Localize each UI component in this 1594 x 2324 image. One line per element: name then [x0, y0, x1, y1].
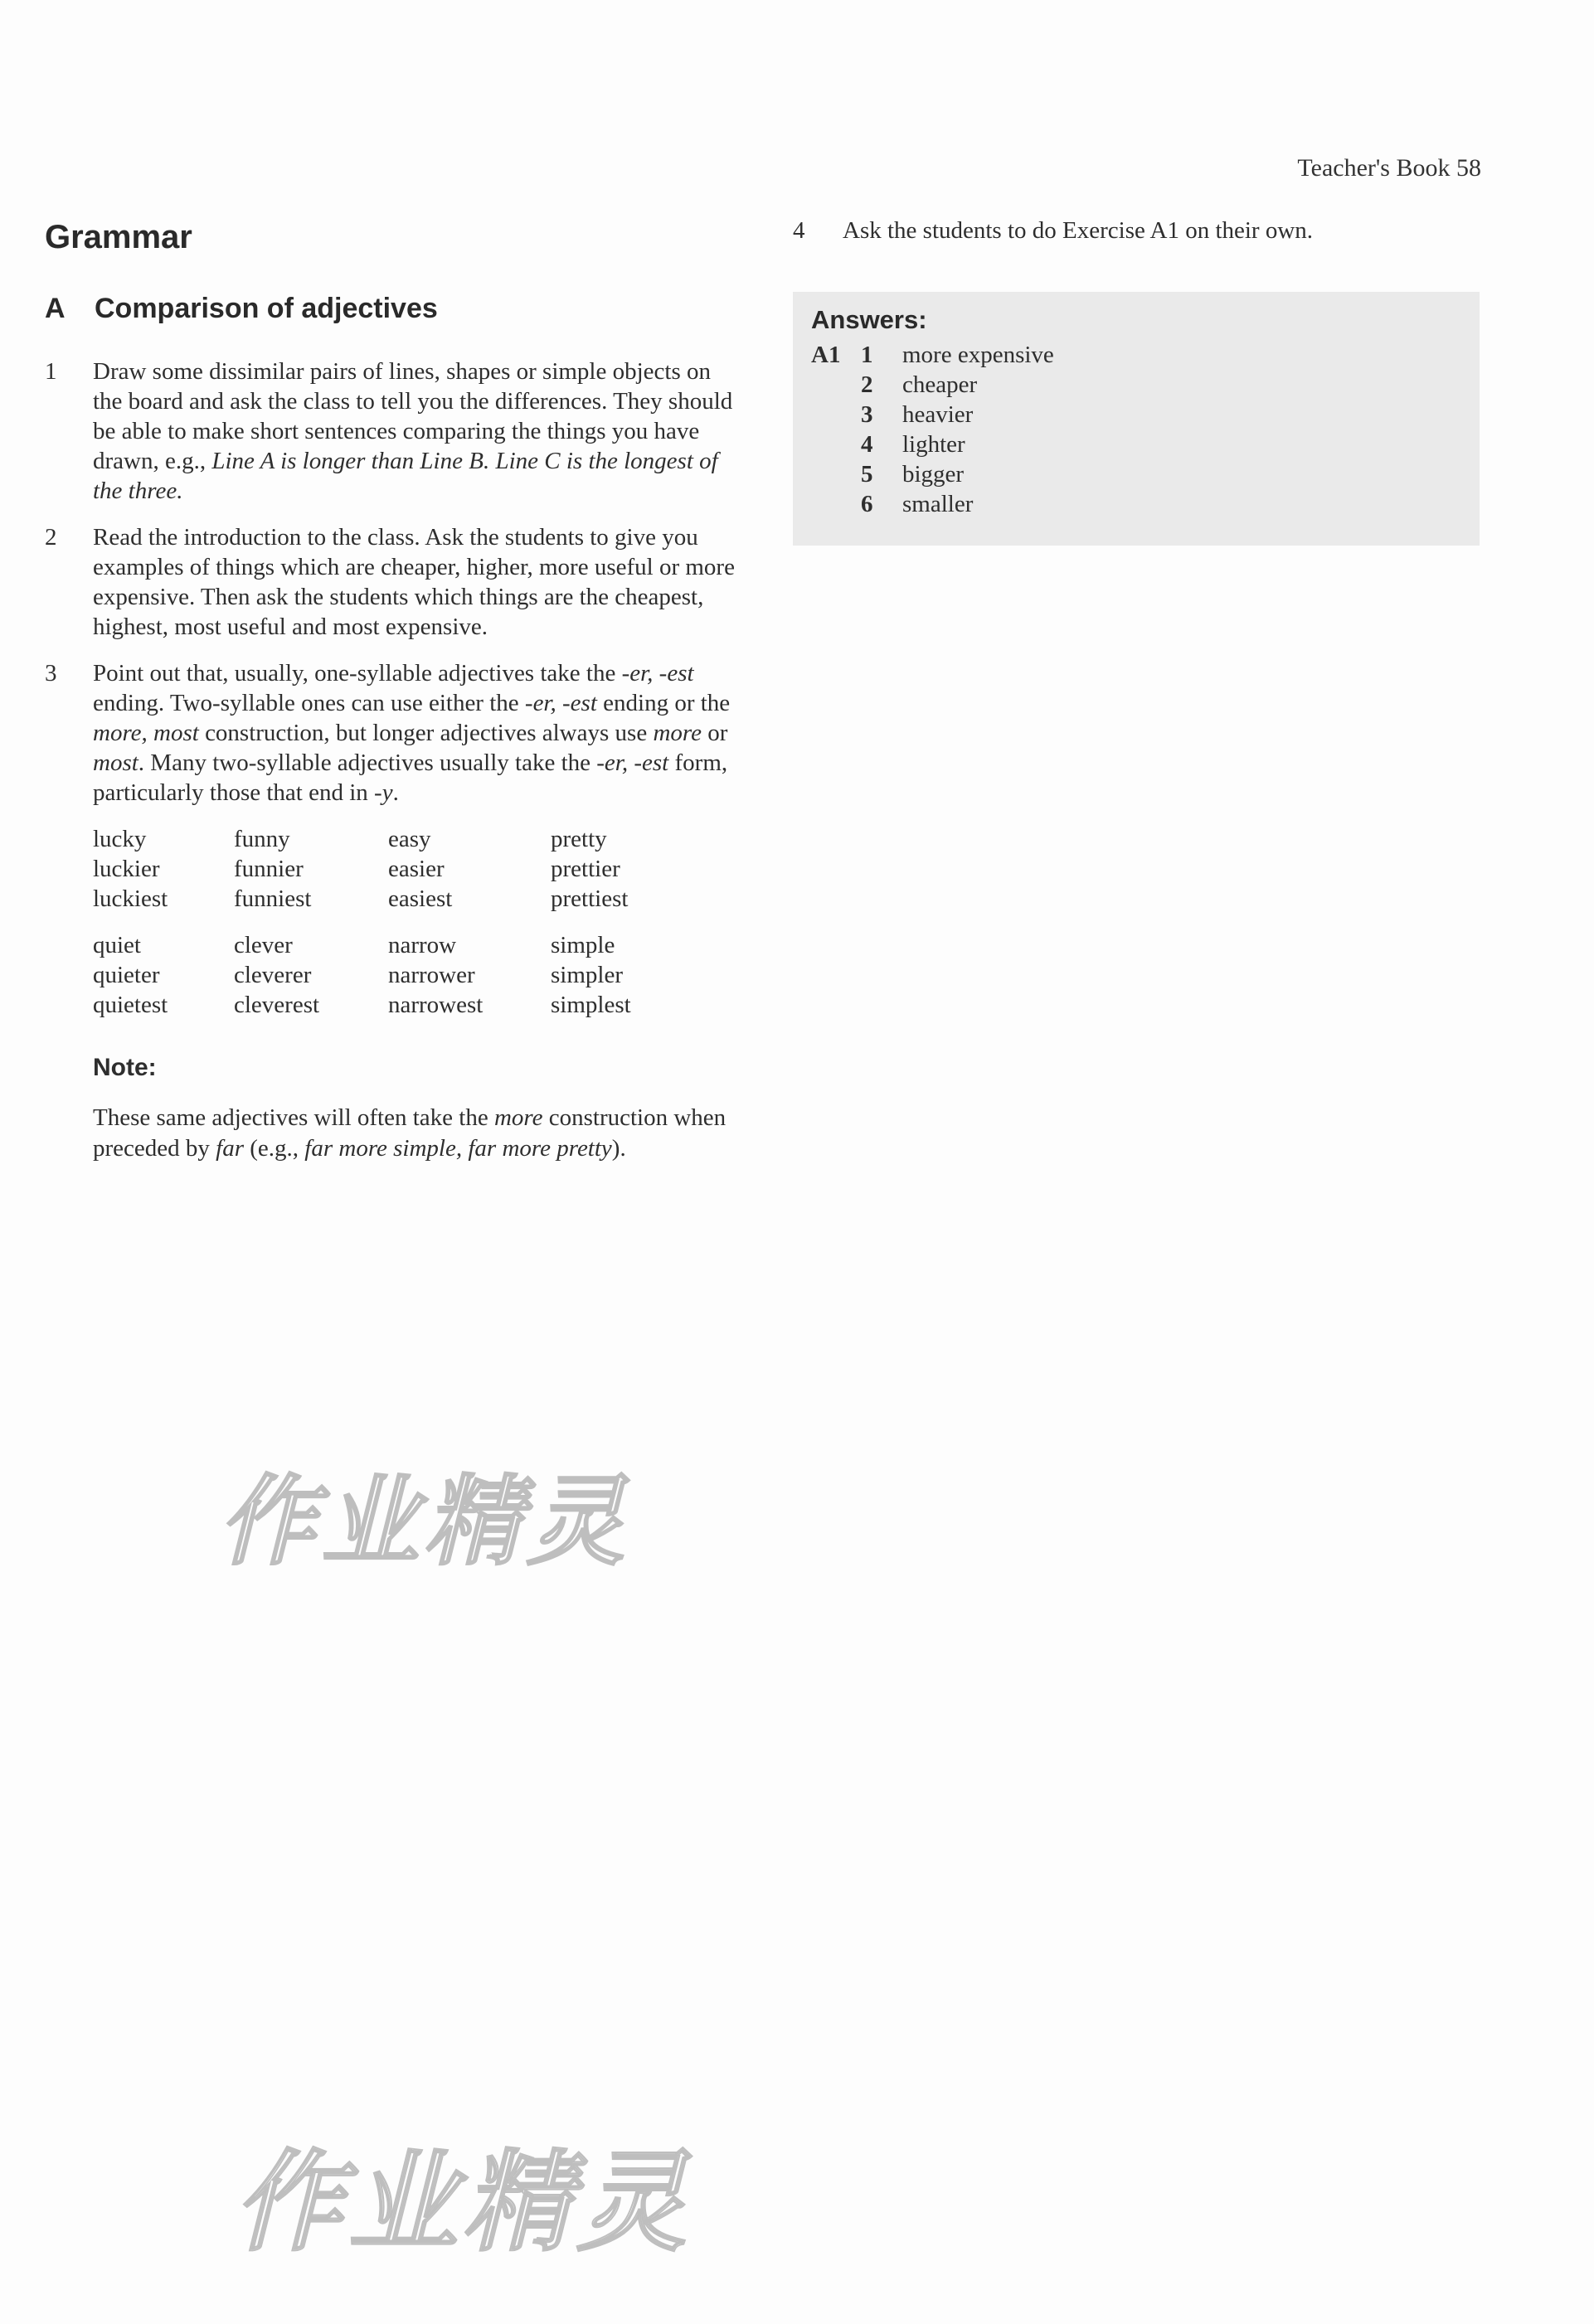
text-run: These same adjectives will often take the	[93, 1104, 494, 1131]
answer-group-spacer	[811, 429, 861, 459]
italic-run: more, most	[93, 720, 199, 746]
word-cell: easy	[388, 826, 431, 852]
answer-row	[811, 400, 1468, 429]
answer-group-spacer	[811, 400, 861, 429]
left-column	[45, 212, 741, 1164]
paragraph-number: 2	[45, 524, 57, 551]
answer-row	[811, 429, 1468, 459]
paragraph-text: Draw some dissimilar pairs of lines, shapes or simple objects on the board and ask the class to tell you the differences. They should be able to make short sentences comparing the things you have drawn, e.g.,	[93, 358, 733, 474]
watermark-logo: 作业精灵	[226, 2139, 717, 2267]
text-run: .	[392, 779, 399, 806]
answer-number: 2	[861, 371, 873, 398]
answer-text: bigger	[902, 461, 965, 488]
right-column	[793, 216, 1481, 245]
word-cell: cleverer	[234, 962, 312, 988]
word-cell: lucky	[93, 826, 147, 852]
word-cell: luckiest	[93, 885, 168, 912]
word-cell: narrowest	[388, 992, 484, 1018]
text-run: ending or the	[596, 690, 731, 716]
paragraph-number: 3	[45, 660, 57, 687]
word-cell: simpler	[551, 962, 623, 988]
text-run: ).	[611, 1135, 626, 1162]
answer-group-label: A1	[811, 342, 841, 368]
answer-number: 5	[861, 461, 873, 488]
answer-text: cheaper	[902, 371, 978, 398]
italic-run: most	[93, 750, 139, 776]
italic-run: -er, -est	[596, 750, 669, 776]
word-cell: funniest	[234, 885, 312, 912]
word-cell: easier	[388, 856, 445, 882]
word-cell: funny	[234, 826, 290, 852]
word-cell: funnier	[234, 856, 304, 882]
text-run: form, particularly those that end in	[93, 750, 728, 806]
word-cell: simple	[551, 932, 615, 958]
word-table-1	[93, 824, 741, 914]
text-run: construction when preceded by	[93, 1104, 727, 1162]
subsection-title: Comparison of adjectives	[95, 293, 438, 324]
paragraph-body	[93, 658, 741, 808]
text-run: construction, but longer adjectives always use	[198, 720, 654, 746]
word-cell: simplest	[551, 992, 631, 1018]
answer-number: 1	[861, 342, 873, 368]
word-cell: quiet	[93, 932, 141, 958]
answer-text: smaller	[902, 491, 974, 517]
answer-number: 3	[861, 401, 873, 428]
italic-run: far	[216, 1135, 244, 1162]
paragraph-number: 4	[793, 217, 805, 244]
running-head: Teacher's Book 58	[1297, 154, 1481, 182]
answer-number: 4	[861, 431, 873, 458]
answer-group-spacer	[811, 370, 861, 400]
word-cell: prettiest	[551, 885, 629, 912]
text-run: (e.g.,	[244, 1135, 305, 1162]
answer-row	[811, 340, 1468, 370]
answers-box	[793, 292, 1480, 546]
word-cell: clever	[234, 932, 293, 958]
answer-text: heavier	[902, 401, 974, 428]
word-cell: narrower	[388, 962, 475, 988]
answer-text: more expensive	[902, 342, 1054, 368]
text-run: ending. Two-syllable ones can use either the	[93, 690, 525, 716]
answer-text: lighter	[902, 431, 965, 458]
subsection-heading	[45, 290, 741, 327]
italic-run: far more simple, far more pretty	[304, 1135, 612, 1162]
word-cell: cleverest	[234, 992, 320, 1018]
italic-run: -er, -est	[621, 660, 694, 687]
answer-row	[811, 459, 1468, 489]
answer-group-spacer	[811, 489, 861, 519]
answer-row	[811, 489, 1468, 519]
paragraph-number: 1	[45, 358, 57, 385]
text-run: or	[701, 720, 728, 746]
section-title: Grammar	[45, 219, 192, 255]
paragraph-text: Read the introduction to the class. Ask the students to give you examples of things which are cheaper, higher, more useful or more expensive. Then ask the students which things are the cheapest, highest, most useful and most expensive.	[93, 524, 735, 640]
paragraph-1	[45, 357, 741, 506]
italic-run: -y	[374, 779, 393, 806]
text-run: . Many two-syllable adjectives usually take the	[138, 750, 597, 776]
word-cell: easiest	[388, 885, 453, 912]
note-title: Note:	[93, 1054, 157, 1081]
subsection-letter: A	[45, 293, 66, 324]
word-table-2	[93, 930, 741, 1020]
word-cell: quietest	[93, 992, 168, 1018]
word-cell: narrow	[388, 932, 457, 958]
paragraph-4	[793, 216, 1481, 245]
italic-run: more	[493, 1104, 543, 1131]
answer-group-spacer	[811, 459, 861, 489]
paragraph-text: Ask the students to do Exercise A1 on their own.	[843, 217, 1314, 244]
italic-run: more	[653, 720, 702, 746]
word-cell: prettier	[551, 856, 620, 882]
paragraph-3	[45, 658, 741, 808]
paragraph-2	[45, 522, 741, 642]
word-cell: luckier	[93, 856, 160, 882]
text-run: Point out that, usually, one-syllable adjectives take the	[93, 660, 622, 687]
answer-number: 6	[861, 491, 873, 517]
italic-run: -er, -est	[524, 690, 597, 716]
word-cell: pretty	[551, 826, 607, 852]
paragraph-body	[93, 357, 741, 506]
word-cell: quieter	[93, 962, 160, 988]
paragraph-italic-example: Line A is longer than Line B. Line C is the longest of the three.	[93, 448, 718, 504]
note-body	[93, 1103, 740, 1164]
watermark-logo: 作业精灵	[212, 1464, 653, 1579]
answer-row	[811, 370, 1468, 400]
answers-title: Answers:	[811, 305, 927, 334]
